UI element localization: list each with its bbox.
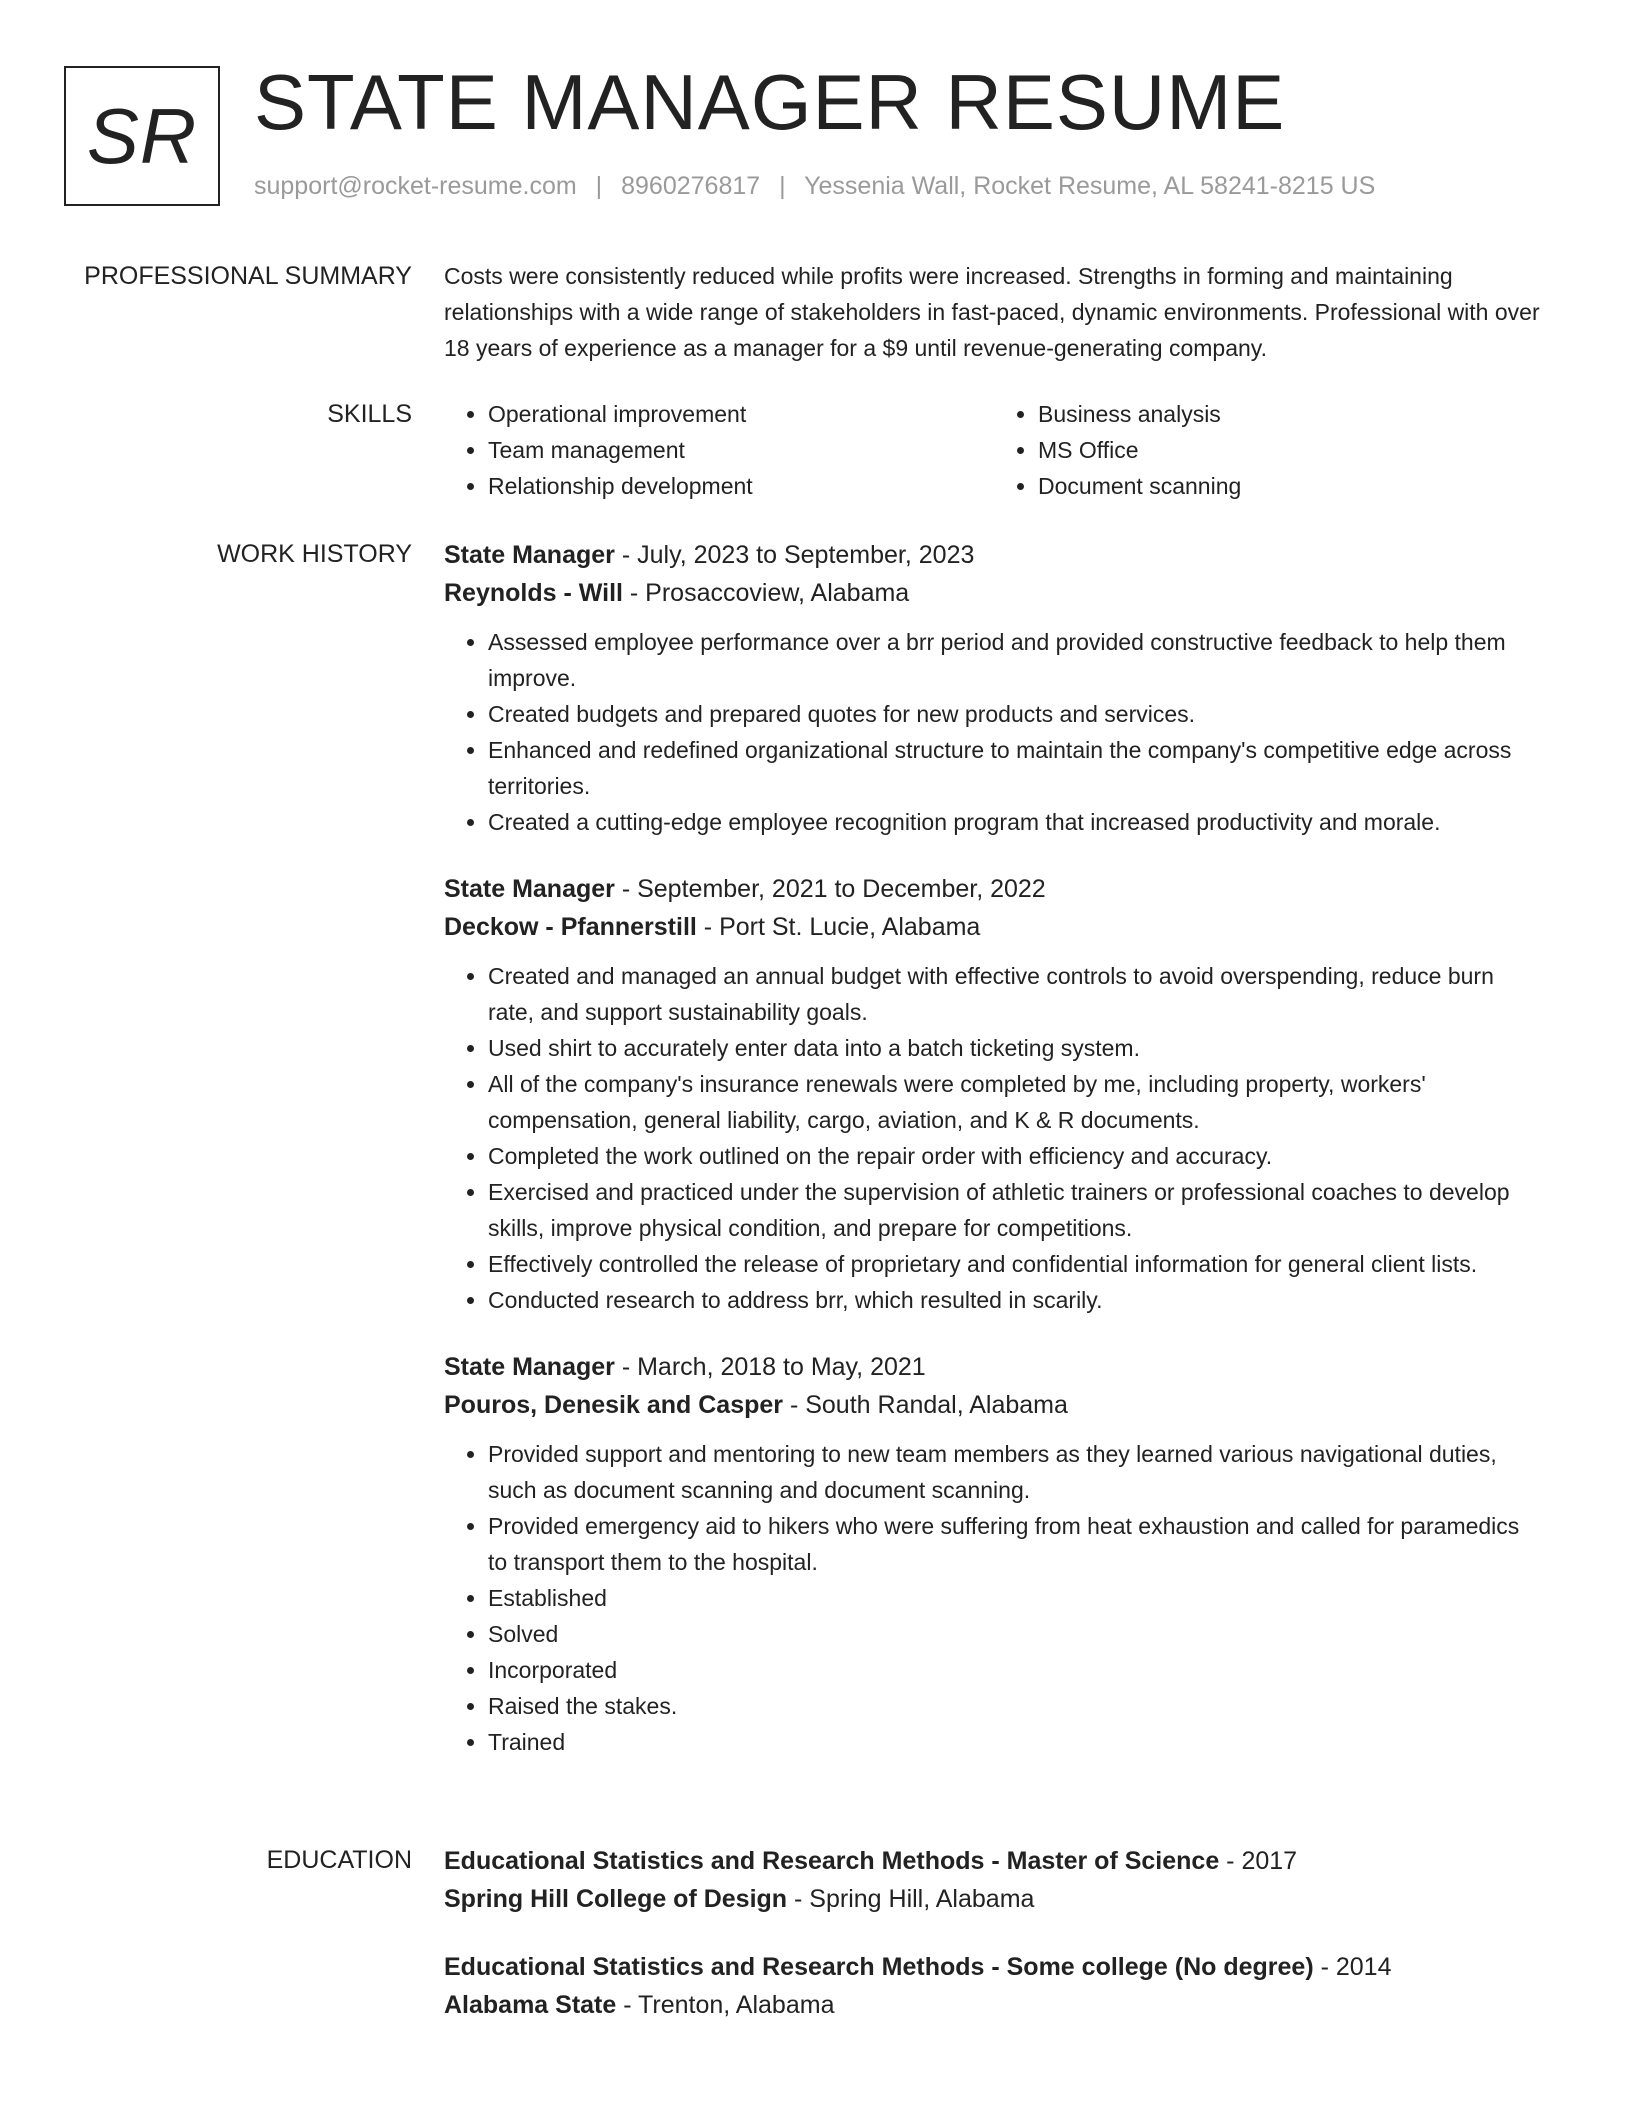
job-title-line [444, 536, 1544, 574]
monogram-badge: SR [64, 66, 220, 206]
job-bullet: • All of the company's insurance renewals were completed by me, including property, workers' compensation, general liability, cargo, aviation, and K & R documents. [488, 1066, 1544, 1138]
work-history-label: WORK HISTORY [217, 540, 412, 568]
job-bullet: • Incorporated [488, 1652, 1544, 1688]
job-bullets [444, 624, 1544, 840]
contact-email[interactable]: support@rocket-resume.com [254, 172, 577, 200]
contact-separator: | [779, 172, 786, 200]
job-company-line [444, 574, 1544, 612]
education-entry [444, 1842, 1544, 1918]
skill-item: • Business analysis [1038, 396, 1544, 432]
education-degree-line [444, 1948, 1544, 1986]
job-bullets [444, 958, 1544, 1318]
job-title-line [444, 870, 1544, 908]
job-dates: - July, 2023 to September, 2023 [614, 541, 975, 569]
job-location: - South Randal, Alabama [783, 1391, 1068, 1419]
summary-body [444, 258, 1544, 366]
job-bullet: • Conducted research to address brr, which resulted in scarily. [488, 1282, 1544, 1318]
job-bullet: • Created and managed an annual budget with effective controls to avoid overspending, reduce burn rate, and support sustainability goals. [488, 958, 1544, 1030]
skill-item: • Relationship development [488, 468, 994, 504]
skill-item: • MS Office [1038, 432, 1544, 468]
contact-address: Yessenia Wall, Rocket Resume, AL 58241-8215 US [804, 172, 1376, 200]
job-company: Reynolds - Will [444, 579, 623, 607]
contact-separator: | [595, 172, 603, 200]
job-company-line [444, 1386, 1544, 1424]
job-title: State Manager [444, 875, 615, 903]
education-location: - Spring Hill, Alabama [787, 1885, 1035, 1913]
skills-column-2 [994, 396, 1544, 504]
job-location: - Port St. Lucie, Alabama [696, 913, 981, 941]
job-company-line [444, 908, 1544, 946]
education-degree: Educational Statistics and Research Methods - Some college (No degree) [444, 1953, 1314, 1981]
contact-phone[interactable]: 8960276817 [621, 172, 761, 200]
education-location: - Trenton, Alabama [616, 1991, 835, 2019]
skill-item: • Operational improvement [488, 396, 994, 432]
skills-column-1 [444, 396, 994, 504]
job-bullet: • Exercised and practiced under the supervision of athletic trainers or professional coaches to develop skills, improve physical condition, and prepare for competitions. [488, 1174, 1544, 1246]
education-label: EDUCATION [266, 1846, 412, 1874]
education-entry [444, 1948, 1544, 2024]
education-year: - 2017 [1219, 1847, 1298, 1875]
job-bullets [444, 1436, 1544, 1760]
job-location: - Prosaccoview, Alabama [622, 579, 910, 607]
education-school: Spring Hill College of Design [444, 1885, 788, 1913]
job-company: Deckow - Pfannerstill [444, 913, 697, 941]
job-title: State Manager [444, 541, 615, 569]
skills-body [444, 396, 1544, 504]
job-bullet: • Raised the stakes. [488, 1688, 1544, 1724]
job-dates: - September, 2021 to December, 2022 [614, 875, 1046, 903]
job-company: Pouros, Denesik and Casper [444, 1391, 784, 1419]
job-title-line [444, 1348, 1544, 1386]
job-bullet: • Solved [488, 1616, 1544, 1652]
job-bullet: • Provided emergency aid to hikers who were suffering from heat exhaustion and called for paramedics to transport them to the hospital. [488, 1508, 1544, 1580]
job-entry [444, 870, 1544, 1318]
job-bullet: • Used shirt to accurately enter data into a batch ticketing system. [488, 1030, 1544, 1066]
skills-label: SKILLS [327, 400, 412, 428]
job-entry [444, 536, 1544, 840]
summary-label: PROFESSIONAL SUMMARY [84, 262, 412, 290]
job-bullet: • Effectively controlled the release of proprietary and confidential information for general client lists. [488, 1246, 1544, 1282]
education-body [444, 1842, 1544, 2054]
education-degree-line [444, 1842, 1544, 1880]
education-school-line [444, 1986, 1544, 2024]
education-school-line [444, 1880, 1544, 1918]
job-title: State Manager [444, 1353, 615, 1381]
summary-text: Costs were consistently reduced while profits were increased. Strengths in forming and maintaining relationships with a wide range of stakeholders in fast-paced, dynamic environments. Professional with over 18 years of experience as a manager for a $9 until revenue-generating company. [444, 263, 1540, 361]
job-bullet: • Provided support and mentoring to new team members as they learned various navigational duties, such as document scanning and document scanning. [488, 1436, 1544, 1508]
skill-item: • Document scanning [1038, 468, 1544, 504]
job-bullet: • Created budgets and prepared quotes for new products and services. [488, 696, 1544, 732]
work-history-body [444, 536, 1544, 1790]
skill-item: • Team management [488, 432, 994, 468]
job-entry [444, 1348, 1544, 1760]
education-year: - 2014 [1313, 1953, 1392, 1981]
job-dates: - March, 2018 to May, 2021 [614, 1353, 926, 1381]
job-bullet: • Enhanced and redefined organizational structure to maintain the company's competitive edge across territories. [488, 732, 1544, 804]
education-school: Alabama State [444, 1991, 617, 2019]
job-bullet: • Established [488, 1580, 1544, 1616]
job-bullet: • Completed the work outlined on the repair order with efficiency and accuracy. [488, 1138, 1544, 1174]
job-bullet: • Assessed employee performance over a brr period and provided constructive feedback to help them improve. [488, 624, 1544, 696]
education-degree: Educational Statistics and Research Methods - Master of Science [444, 1847, 1220, 1875]
job-bullet: • Created a cutting-edge employee recognition program that increased productivity and morale. [488, 804, 1544, 840]
contact-line [254, 172, 1375, 201]
resume-title: STATE MANAGER RESUME [254, 58, 1286, 146]
job-bullet: • Trained [488, 1724, 1544, 1760]
